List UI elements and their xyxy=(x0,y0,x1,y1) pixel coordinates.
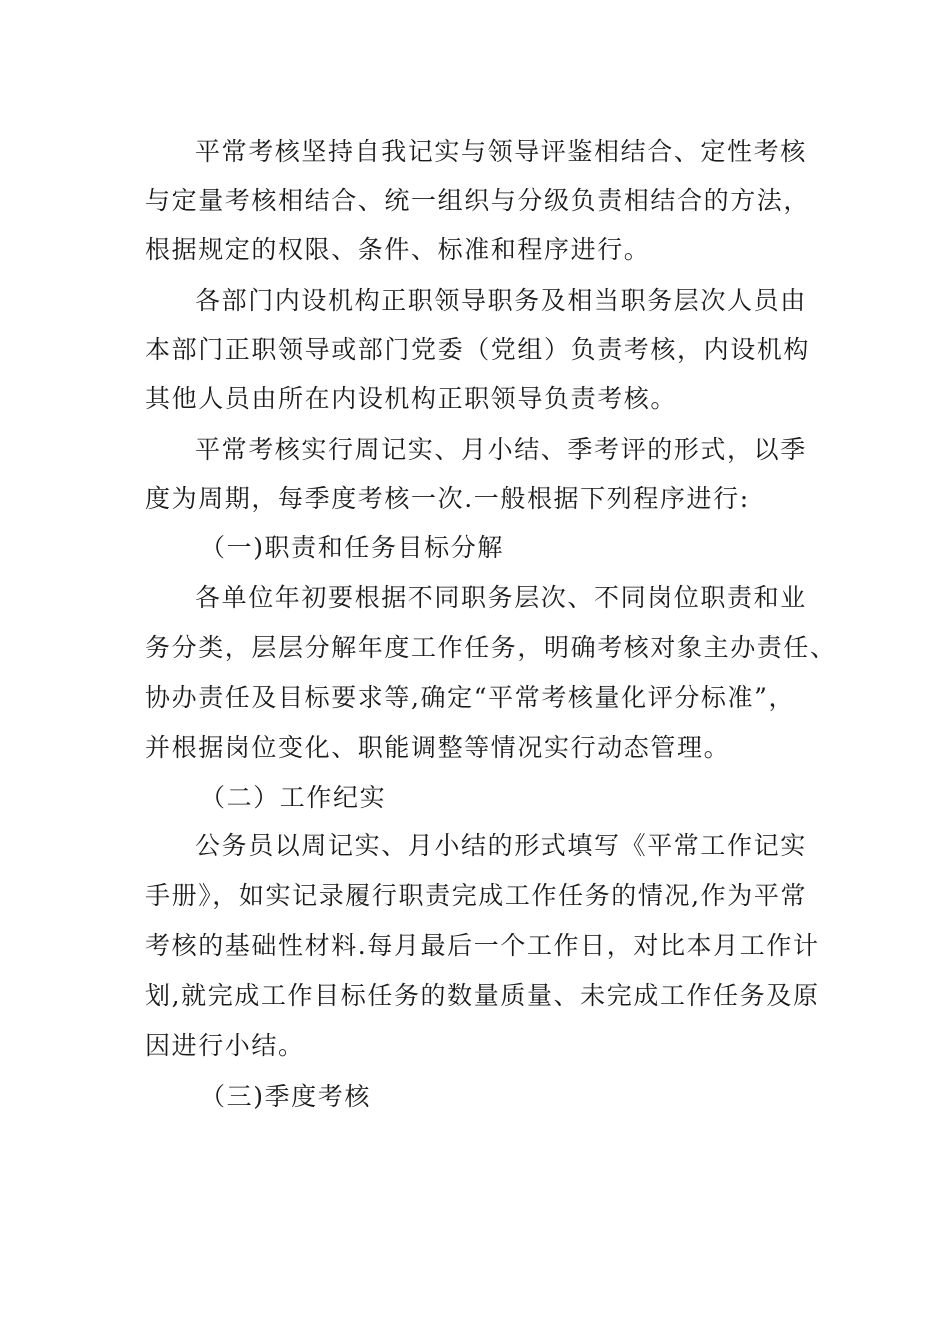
paragraph-3-line-1: 平常考核实行周记实、月小结、季考评的形式，以季 xyxy=(195,435,807,464)
section-heading-3: （三)季度考核 xyxy=(200,1082,371,1111)
paragraph-3-line-2: 度为周期，每季度考核一次.一般根据下列程序进行: xyxy=(145,484,750,513)
paragraph-2-line-1: 各部门内设机构正职领导职务及相当职务层次人员由 xyxy=(195,286,807,315)
paragraph-1-line-2: 与定量考核相结合、统一组织与分级负责相结合的方法， xyxy=(145,186,811,215)
paragraph-1-line-1: 平常考核坚持自我记实与领导评鉴相结合、定性考核 xyxy=(195,137,807,166)
paragraph-4-line-2: 务分类，层层分解年度工作任务，明确考核对象主办责任、 xyxy=(145,633,837,662)
paragraph-1-line-3: 根据规定的权限、条件、标准和程序进行。 xyxy=(145,235,651,264)
paragraph-2-line-3: 其他人员由所在内设机构正职领导负责考核。 xyxy=(145,384,678,413)
paragraph-5-line-3: 考核的基础性材料.每月最后一个工作日，对比本月工作计 xyxy=(145,931,820,960)
section-heading-1: （一)职责和任务目标分解 xyxy=(200,533,504,562)
section-heading-2: （二）工作纪实 xyxy=(200,783,387,812)
paragraph-4-line-3: 协办责任及目标要求等,确定“平常考核量化评分标准”， xyxy=(145,683,796,712)
paragraph-5-line-5: 因进行小结。 xyxy=(145,1031,305,1060)
paragraph-2-line-2: 本部门正职领导或部门党委（党组）负责考核，内设机构 xyxy=(145,335,811,364)
paragraph-4-line-1: 各单位年初要根据不同职务层次、不同岗位职责和业 xyxy=(195,583,807,612)
paragraph-4-line-4: 并根据岗位变化、职能调整等情况实行动态管理。 xyxy=(145,733,731,762)
paragraph-5-line-2: 手册》，如实记录履行职责完成工作任务的情况,作为平常 xyxy=(145,881,808,910)
paragraph-5-line-1: 公务员以周记实、月小结的形式填写《平常工作记实 xyxy=(195,831,807,860)
paragraph-5-line-4: 划,就完成工作目标任务的数量质量、未完成工作任务及原 xyxy=(145,981,820,1010)
